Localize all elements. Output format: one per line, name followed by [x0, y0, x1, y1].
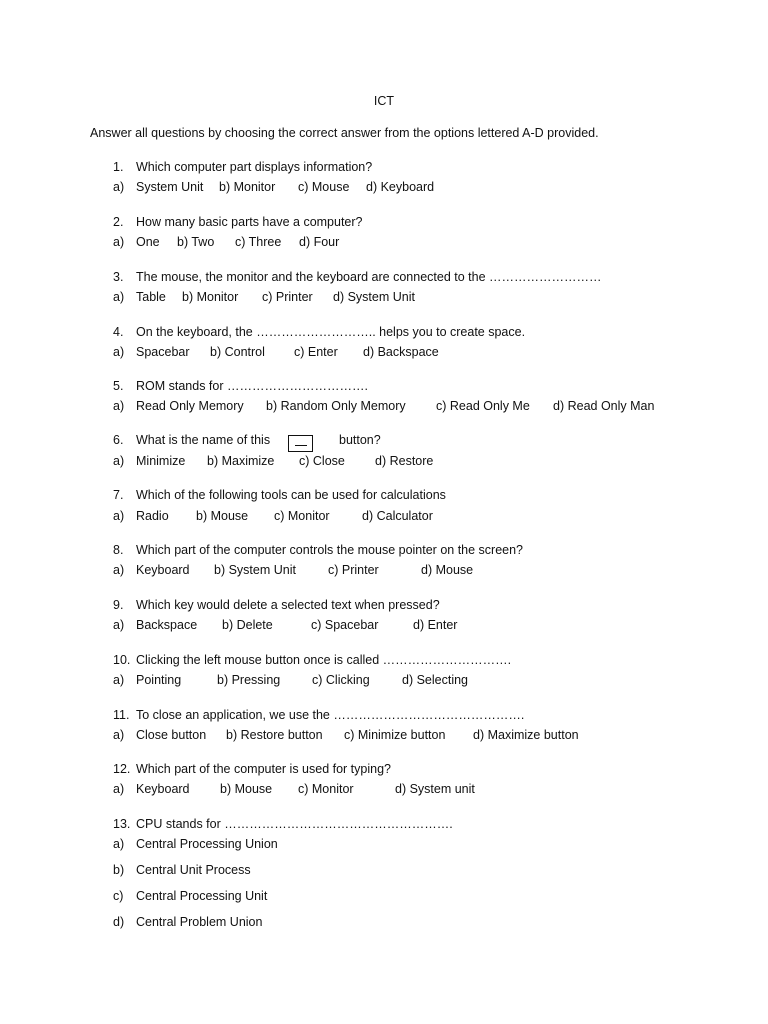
question-text-suffix: button?	[339, 433, 381, 447]
option-c: c) Enter	[294, 345, 338, 359]
question-text: Which key would delete a selected text when pressed?	[136, 598, 440, 612]
question-text: The mouse, the monitor and the keyboard are connected to the ………………………	[136, 270, 602, 284]
question-text: To close an application, we use the ……………………………………….	[136, 708, 525, 722]
option-b: b) Pressing	[217, 673, 281, 687]
option-letter: a)	[113, 180, 125, 194]
option-letter: a)	[113, 563, 125, 577]
option-b: b) Maximize	[207, 454, 275, 468]
option-d: d) Keyboard	[366, 180, 435, 194]
option-c: c) Three	[235, 235, 282, 249]
option-letter: a)	[113, 618, 125, 632]
question-text: On the keyboard, the ……………………….. helps you to create space.	[136, 325, 526, 339]
question-number: 11.	[113, 708, 130, 722]
option-a: Backspace	[136, 618, 198, 632]
option-b: b) Monitor	[182, 290, 239, 304]
question-text: What is the name of this	[136, 433, 271, 447]
option-a: System Unit	[136, 180, 204, 194]
option-letter: a)	[113, 399, 125, 413]
option-b: b) Restore button	[226, 728, 323, 742]
option-b: b) Delete	[222, 618, 273, 632]
option-b: Central Unit Process	[136, 863, 251, 877]
minimize-icon	[288, 435, 313, 452]
option-b: b) System Unit	[214, 563, 296, 577]
question-text: Which of the following tools can be used for calculations	[136, 488, 446, 502]
instructions: Answer all questions by choosing the correct answer from the options lettered A-D provided.	[90, 126, 599, 140]
option-letter: a)	[113, 454, 125, 468]
option-d: d) Read Only Man	[553, 399, 655, 413]
option-c: c) Spacebar	[311, 618, 379, 632]
option-b: b) Two	[177, 235, 215, 249]
question-number: 3.	[113, 270, 124, 284]
option-a: One	[136, 235, 160, 249]
question-text: Clicking the left mouse button once is called ………………………….	[136, 653, 512, 667]
page-title: ICT	[373, 94, 395, 108]
option-d: d) Backspace	[363, 345, 439, 359]
option-d: d) System unit	[395, 782, 475, 796]
option-letter: a)	[113, 837, 125, 851]
option-a: Spacebar	[136, 345, 190, 359]
question-number: 5.	[113, 379, 124, 393]
option-letter: a)	[113, 673, 125, 687]
option-c: c) Read Only Me	[436, 399, 530, 413]
question-number: 9.	[113, 598, 124, 612]
option-c: c) Printer	[328, 563, 379, 577]
question-number: 10.	[113, 653, 131, 667]
question-number: 12.	[113, 762, 131, 776]
option-d: d) System Unit	[333, 290, 415, 304]
option-a: Radio	[136, 509, 169, 523]
question-number: 13.	[113, 817, 131, 831]
option-a: Table	[136, 290, 166, 304]
option-c: c) Close	[299, 454, 345, 468]
option-c: c) Monitor	[274, 509, 330, 523]
option-b: b) Mouse	[196, 509, 249, 523]
option-b: b) Control	[210, 345, 265, 359]
option-a: Read Only Memory	[136, 399, 244, 413]
option-c: c) Minimize button	[344, 728, 446, 742]
option-c: c) Mouse	[298, 180, 350, 194]
option-letter: d)	[113, 915, 125, 929]
option-letter: b)	[113, 863, 125, 877]
option-letter: a)	[113, 782, 125, 796]
option-a: Central Processing Union	[136, 837, 278, 851]
option-c: c) Monitor	[298, 782, 354, 796]
question-text: How many basic parts have a computer?	[136, 215, 363, 229]
option-b: b) Mouse	[220, 782, 273, 796]
option-letter: a)	[113, 290, 125, 304]
option-c: Central Processing Unit	[136, 889, 268, 903]
option-b: b) Monitor	[219, 180, 276, 194]
option-d: d) Four	[299, 235, 340, 249]
option-c: c) Clicking	[312, 673, 370, 687]
option-d: d) Restore	[375, 454, 434, 468]
question-number: 7.	[113, 488, 124, 502]
option-letter: c)	[113, 889, 124, 903]
option-a: Keyboard	[136, 563, 190, 577]
question-text: CPU stands for ……………………………………………….	[136, 817, 453, 831]
option-letter: a)	[113, 509, 125, 523]
question-text: Which part of the computer is used for typing?	[136, 762, 391, 776]
question-text: Which part of the computer controls the mouse pointer on the screen?	[136, 543, 524, 557]
option-d: d) Mouse	[421, 563, 474, 577]
option-letter: a)	[113, 345, 125, 359]
option-a: Minimize	[136, 454, 186, 468]
option-a: Pointing	[136, 673, 182, 687]
question-text: Which computer part displays information?	[136, 160, 373, 174]
option-letter: a)	[113, 235, 125, 249]
option-d: d) Selecting	[402, 673, 469, 687]
option-letter: a)	[113, 728, 125, 742]
option-b: b) Random Only Memory	[266, 399, 406, 413]
option-c: c) Printer	[262, 290, 313, 304]
question-text: ROM stands for …………………………….	[136, 379, 368, 393]
question-number: 1.	[113, 160, 124, 174]
question-number: 6.	[113, 433, 124, 447]
option-a: Keyboard	[136, 782, 190, 796]
question-number: 2.	[113, 215, 124, 229]
option-d: d) Calculator	[362, 509, 433, 523]
option-d: d) Enter	[413, 618, 458, 632]
option-d: Central Problem Union	[136, 915, 263, 929]
question-number: 4.	[113, 325, 124, 339]
option-a: Close button	[136, 728, 207, 742]
question-number: 8.	[113, 543, 124, 557]
option-d: d) Maximize button	[473, 728, 579, 742]
